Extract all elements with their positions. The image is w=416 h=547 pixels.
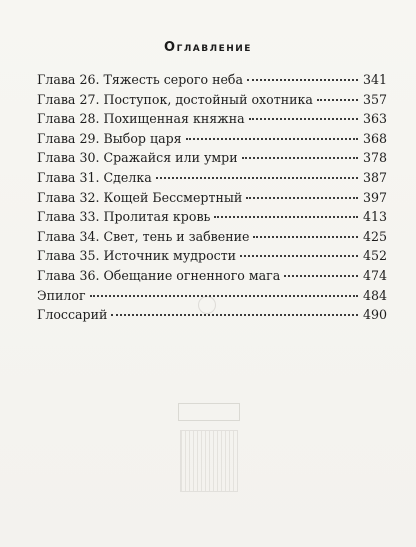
toc-dot-leader [214, 216, 358, 218]
toc-entry-title: Глава 32. Кощей Бессмертный [37, 189, 243, 205]
toc-entry-title: Глоссарий [37, 307, 108, 323]
toc-dot-leader [284, 275, 358, 277]
toc-dot-leader [240, 255, 358, 257]
toc-entry-title: Глава 28. Похищенная княжна [37, 111, 245, 127]
toc-entry-page: 474 [362, 267, 387, 283]
toc-entry [37, 168, 387, 188]
toc-entry [37, 266, 387, 286]
toc-entry-page: 363 [362, 111, 387, 127]
toc-entry-title: Эпилог [37, 287, 86, 303]
toc-dot-leader [111, 314, 358, 316]
toc-entry-title: Глава 35. Источник мудрости [37, 248, 237, 264]
toc-entry-page: 490 [362, 307, 387, 323]
show-through-barcode [180, 430, 238, 492]
toc-dot-leader [246, 197, 358, 199]
toc-entry [37, 227, 387, 247]
toc-dot-leader [247, 79, 358, 81]
toc-entry-title: Глава 27. Поступок, достойный охотника [37, 91, 313, 107]
table-of-contents [37, 70, 387, 325]
toc-entry [37, 188, 387, 208]
show-through-logo [178, 403, 240, 421]
toc-dot-leader [242, 157, 358, 159]
toc-entry-page: 368 [362, 130, 387, 146]
toc-entry-title: Глава 29. Выбор царя [37, 130, 182, 146]
toc-entry-title: Глава 34. Свет, тень и забвение [37, 228, 250, 244]
toc-entry-title: Глава 36. Обещание огненного мага [37, 267, 281, 283]
toc-dot-leader [253, 236, 358, 238]
toc-dot-leader [317, 99, 358, 101]
toc-entry-title: Глава 33. Пролитая кровь [37, 209, 211, 225]
toc-entry-page: 378 [362, 150, 387, 166]
toc-entry [37, 286, 387, 306]
toc-entry [37, 70, 387, 90]
toc-entry-title: Глава 31. Сделка [37, 169, 152, 185]
toc-entry [37, 129, 387, 149]
toc-entry-page: 341 [362, 72, 387, 87]
toc-entry [37, 90, 387, 110]
toc-entry [37, 109, 387, 129]
toc-entry-page: 452 [362, 248, 387, 264]
toc-entry [37, 305, 387, 325]
toc-entry-page: 425 [362, 228, 387, 244]
toc-entry-page: 397 [362, 189, 387, 205]
toc-entry-title: Глава 30. Сражайся или умри [37, 150, 238, 166]
toc-dot-leader [156, 177, 358, 179]
toc-entry [37, 148, 387, 168]
toc-entry-page: 387 [362, 169, 387, 185]
toc-entry [37, 207, 387, 227]
toc-entry-title: Глава 26. Тяжесть серого неба [37, 72, 244, 87]
page-title: Оглавление [164, 40, 252, 55]
toc-entry-page: 484 [362, 287, 387, 303]
toc-entry [37, 246, 387, 266]
toc-dot-leader [186, 138, 358, 140]
toc-entry-page: 357 [362, 91, 387, 107]
toc-dot-leader [249, 118, 358, 120]
toc-entry-page: 413 [362, 209, 387, 225]
toc-dot-leader [90, 295, 358, 297]
